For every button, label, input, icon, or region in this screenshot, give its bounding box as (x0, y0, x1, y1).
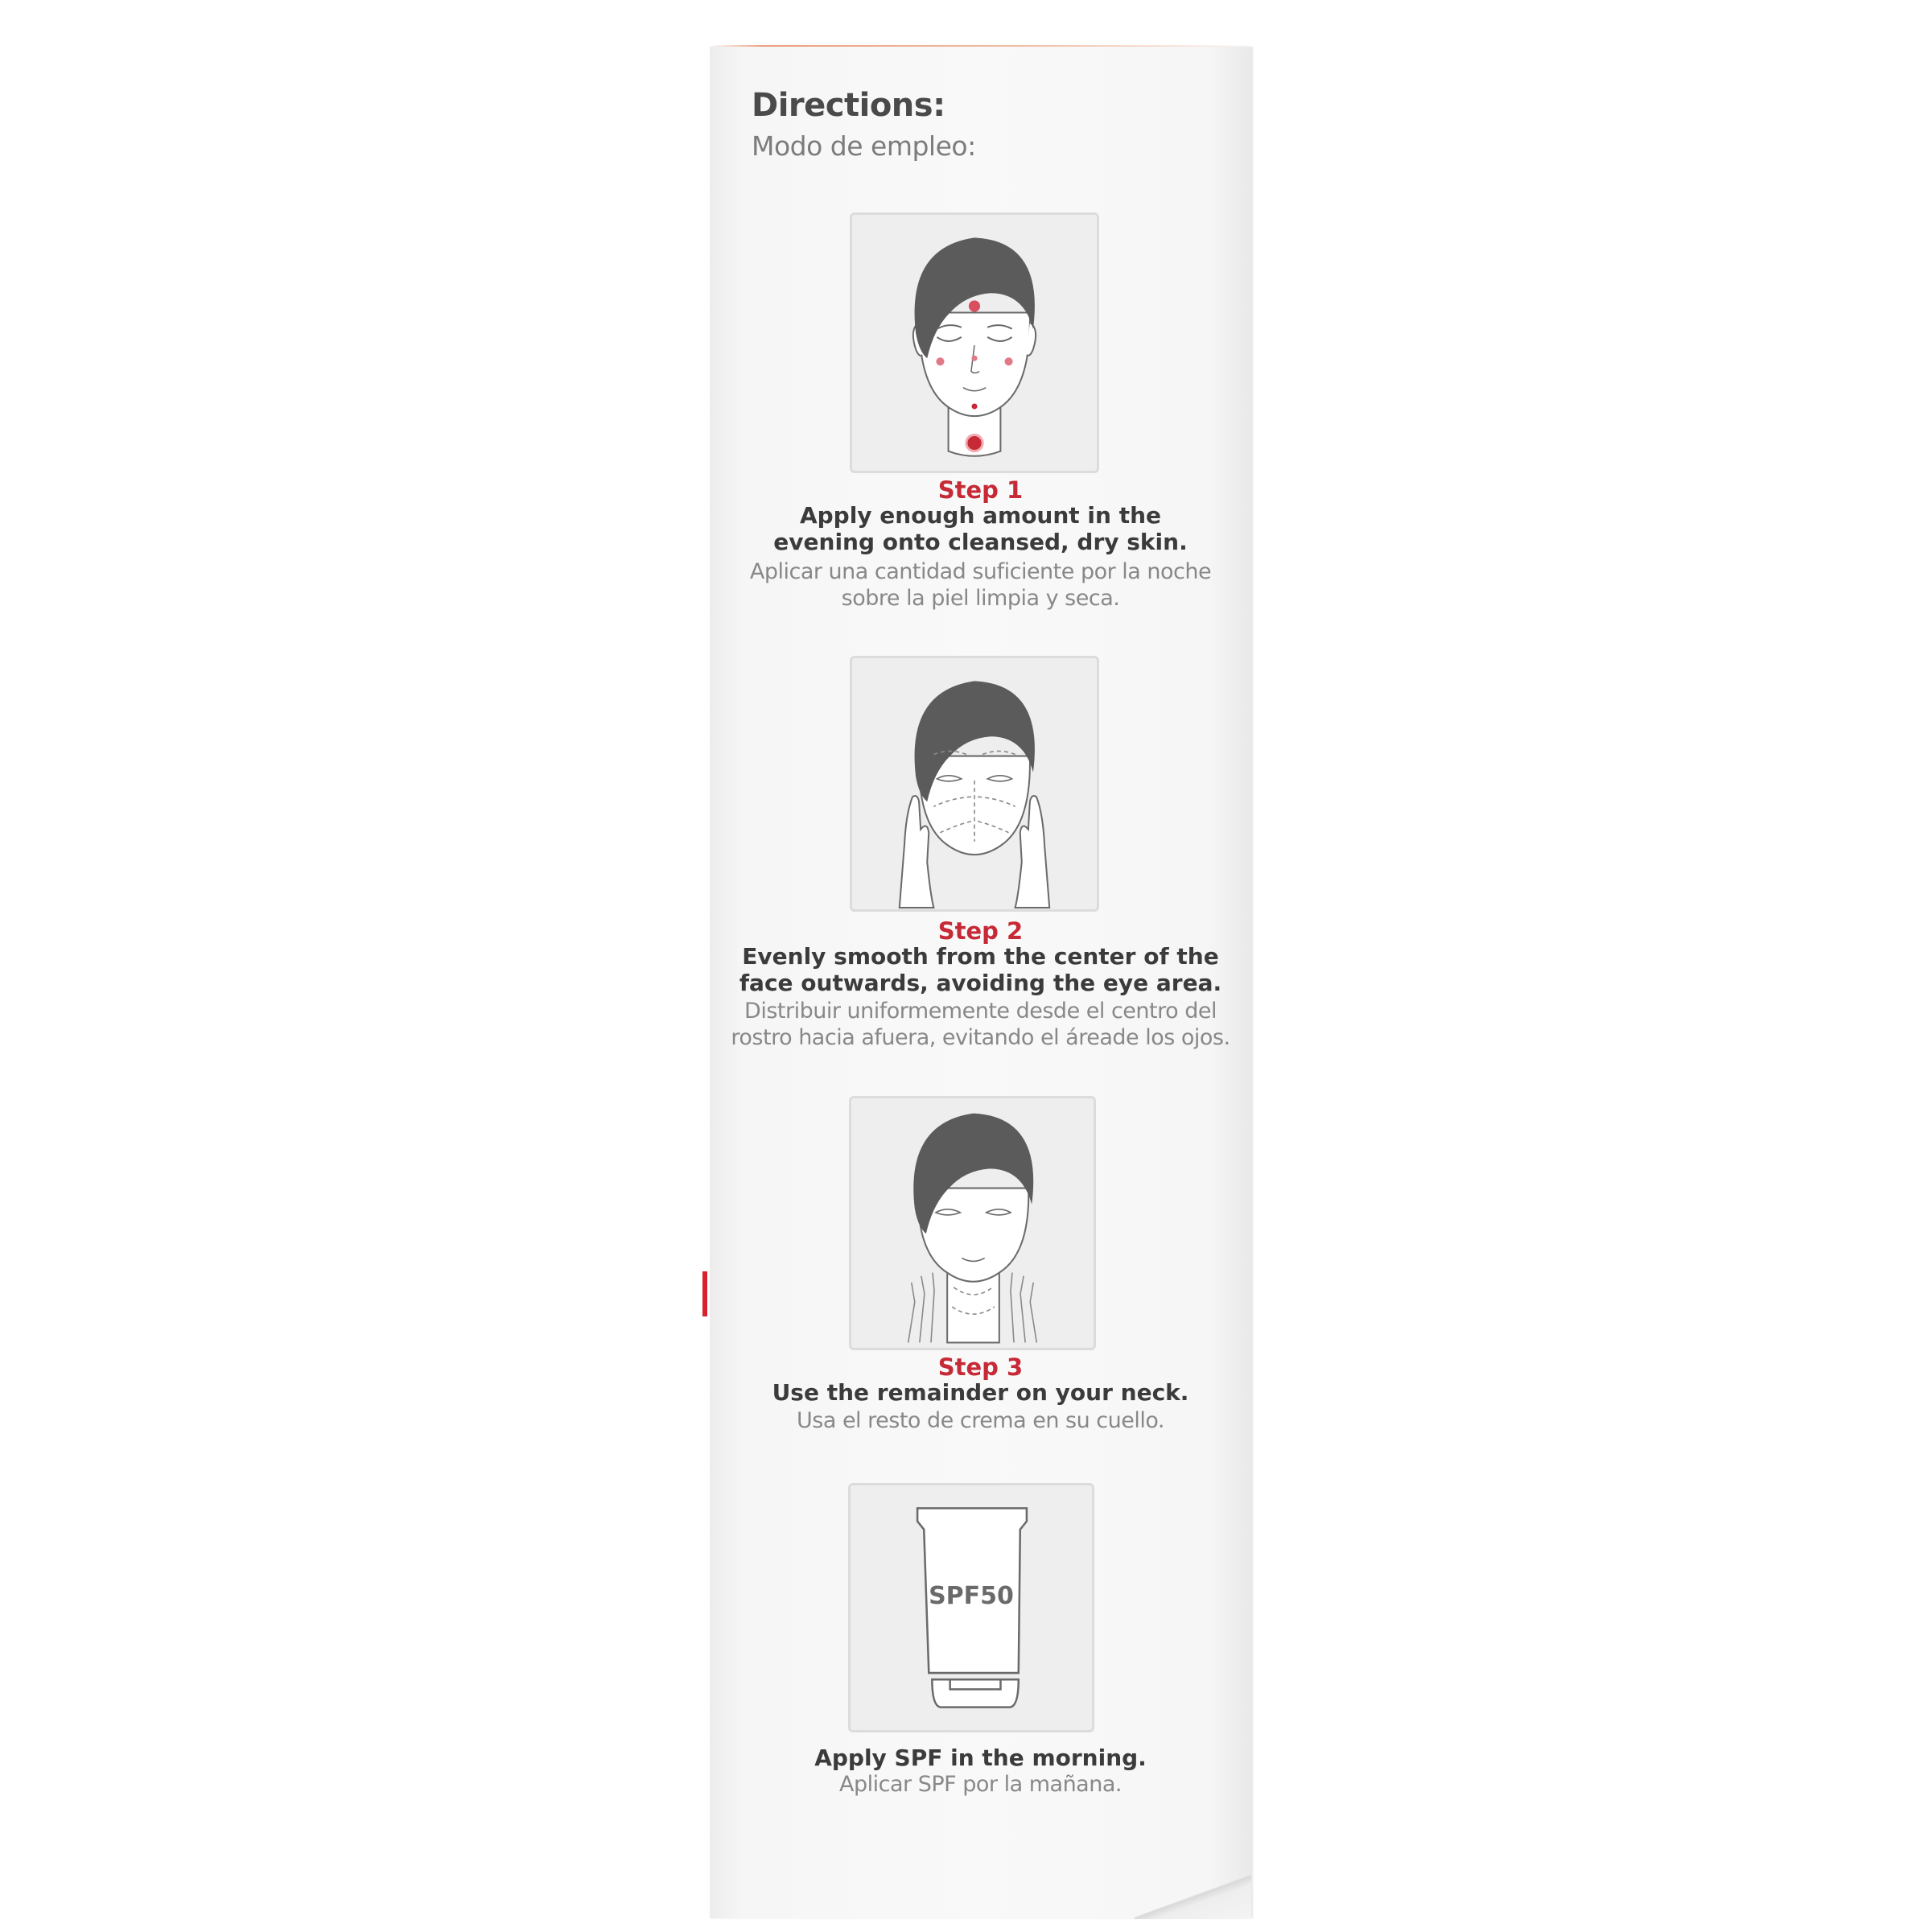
step-1-illustration (850, 212, 1099, 473)
step-3-label: Step 3 (937, 1353, 1024, 1381)
step-2-text-es (710, 998, 1251, 1051)
box-corner-fold (1135, 1875, 1251, 1919)
spf-tube-text: SPF50 (929, 1582, 1014, 1610)
step-3-en-line-1: Use the remainder on your neck. (772, 1379, 1189, 1406)
step-3-text-es (710, 1407, 1251, 1434)
step-3-es-line-1: Usa el resto de crema en su cuello. (796, 1408, 1165, 1433)
step-1-text-es (710, 558, 1251, 612)
step-2-text-en (710, 943, 1251, 996)
spf-text-es: Aplicar SPF por la mañana. (839, 1772, 1122, 1797)
face-dots-icon (852, 215, 1097, 471)
step-1-label: Step 1 (937, 476, 1024, 504)
step-1-text-en (710, 502, 1251, 555)
spf-text-en: Apply SPF in the morning. (814, 1745, 1147, 1771)
step-2-es-line-2: rostro hacia afuera, evitando el áreade los ojos. (731, 1025, 1230, 1050)
directions-title: Directions: (752, 87, 945, 124)
step-2-label: Step 2 (937, 917, 1024, 945)
step-2-en-line-1: Evenly smooth from the center of the (742, 943, 1219, 970)
step-2-illustration (850, 656, 1099, 912)
step-1-es-line-2: sobre la piel limpia y seca. (841, 586, 1120, 611)
step-3-text-en (710, 1379, 1251, 1406)
step-1-es-line-1: Aplicar una cantidad suficiente por la noche (749, 559, 1212, 584)
step-2-en-line-2: face outwards, avoiding the eye area. (739, 970, 1222, 996)
step-1-en-line-2: evening onto cleansed, dry skin. (773, 529, 1188, 555)
directions-subtitle: Modo de empleo: (752, 130, 976, 162)
step-2-es-line-1: Distribuir uniformemente desde el centro del (744, 999, 1217, 1024)
neck-application-icon (851, 1098, 1094, 1348)
spf-illustration (848, 1483, 1094, 1732)
step-3-illustration (849, 1096, 1096, 1350)
step-1-en-line-1: Apply enough amount in the (799, 502, 1162, 529)
face-spread-icon (852, 658, 1097, 909)
red-edge-mark (702, 1271, 707, 1316)
